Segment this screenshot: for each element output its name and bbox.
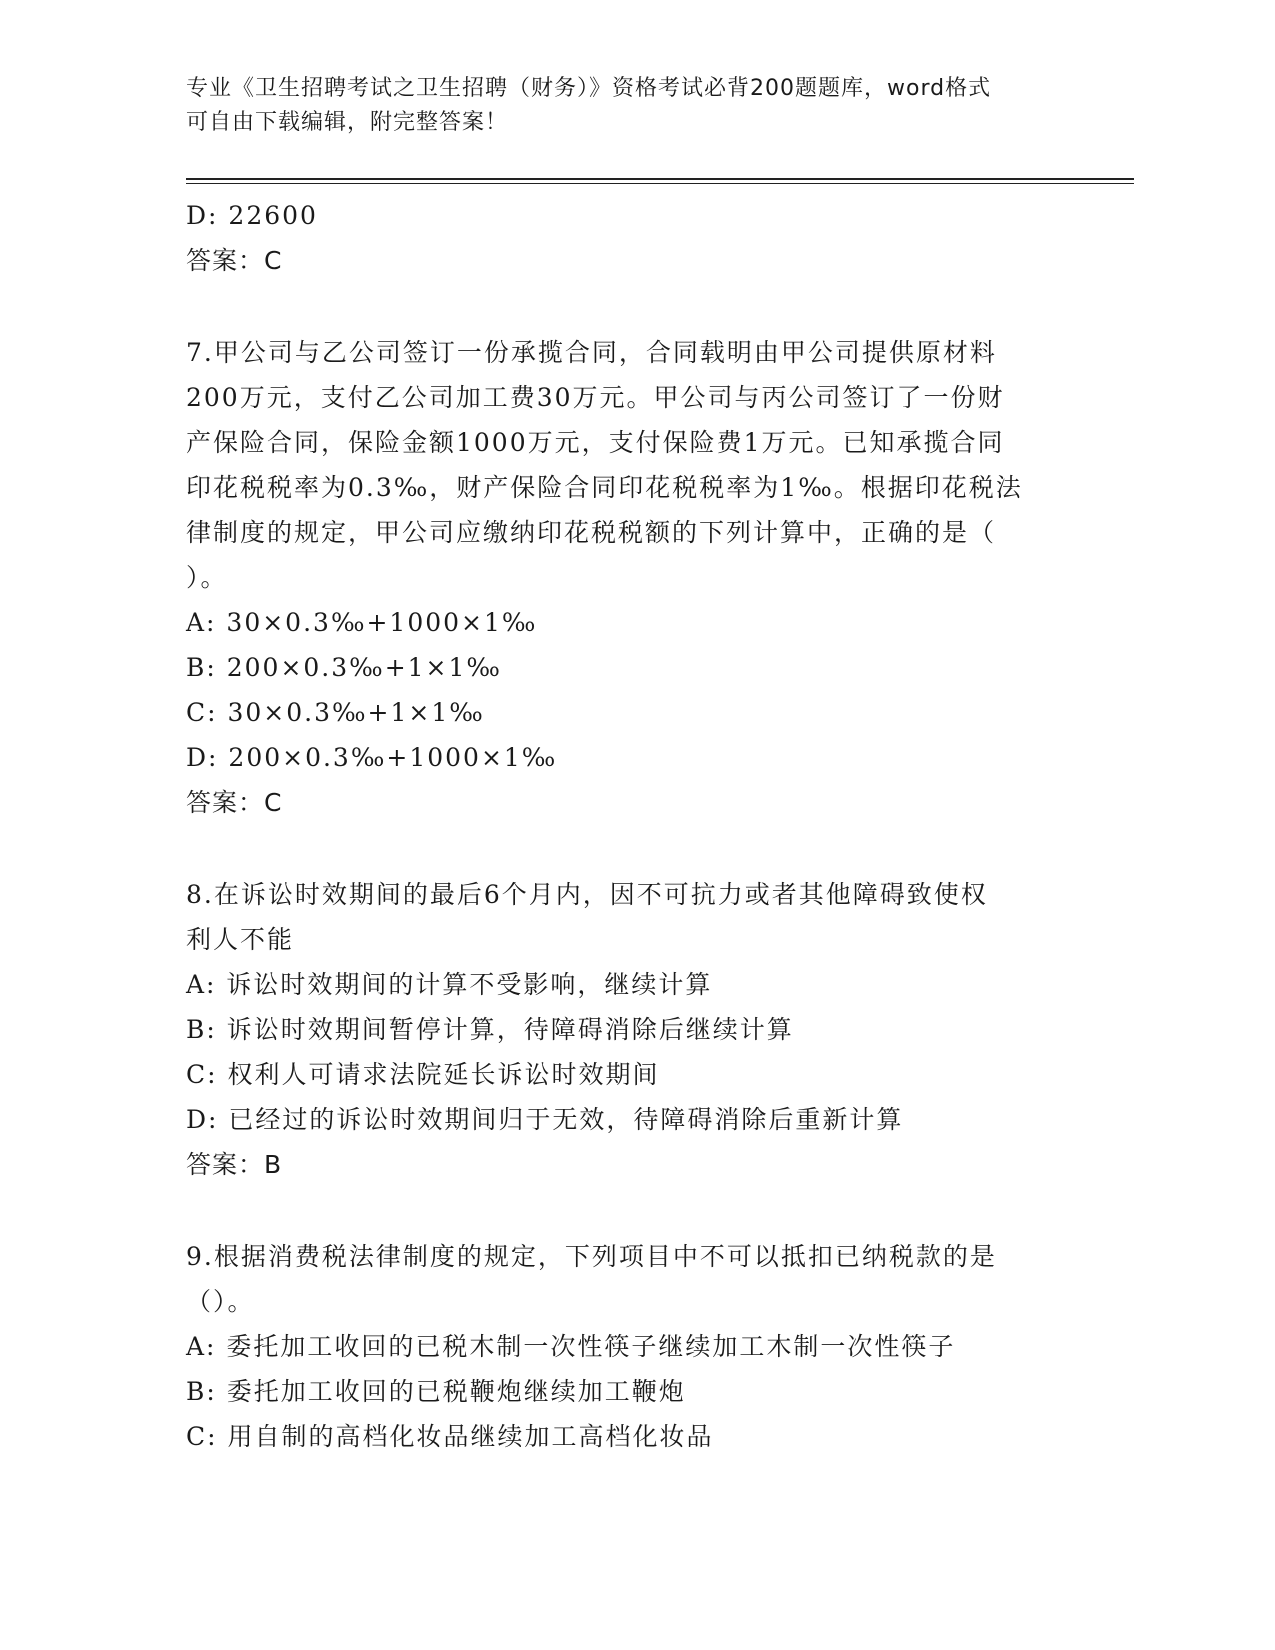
question-content	[186, 193, 1066, 1459]
q7-stem-line-5: 律制度的规定，甲公司应缴纳印花税税额的下列计算中，正确的是（	[186, 518, 997, 547]
q9-option-c: C: 用自制的高档化妆品继续加工高档化妆品	[186, 1422, 714, 1451]
prev-option-d: D: 22600	[186, 201, 318, 230]
q9-stem-line-1: 9.根据消费税法律制度的规定，下列项目中不可以抵扣已纳税款的是	[186, 1242, 997, 1271]
header-divider-thick	[186, 178, 1134, 180]
q8-stem-line-2: 利人不能	[186, 925, 295, 954]
q8-stem-line-1: 8.在诉讼时效期间的最后6个月内，因不可抗力或者其他障碍致使权	[186, 880, 988, 909]
question-9	[186, 1234, 1066, 1459]
question-7	[186, 330, 1066, 825]
q7-answer: 答案：C	[186, 788, 283, 817]
header-title-line-1: 专业《卫生招聘考试之卫生招聘（财务）》资格考试必背200题题库，word格式	[186, 76, 992, 101]
q7-stem-line-4: 印花税税率为0.3‰，财产保险合同印花税税率为1‰。根据印花税法	[186, 473, 1023, 502]
q7-stem-line-2: 200万元，支付乙公司加工费30万元。甲公司与丙公司签订了一份财	[186, 383, 1005, 412]
header-title-line-2: 可自由下载编辑，附完整答案！	[186, 110, 509, 135]
q7-option-d: D: 200×0.3‰+1000×1‰	[186, 743, 558, 772]
header-divider-thin	[186, 183, 1134, 184]
q7-option-b: B: 200×0.3‰+1×1‰	[186, 653, 502, 682]
q7-stem-line-6: ）。	[186, 563, 228, 592]
q7-stem-line-3: 产保险合同，保险金额1000万元，支付保险费1万元。已知承揽合同	[186, 428, 1005, 457]
q7-option-c: C: 30×0.3‰+1×1‰	[186, 698, 485, 727]
q8-option-a: A: 诉讼时效期间的计算不受影响，继续计算	[186, 970, 713, 999]
question-8	[186, 872, 1066, 1187]
q7-option-a: A: 30×0.3‰+1000×1‰	[186, 608, 538, 637]
q7-stem-line-1: 7.甲公司与乙公司签订一份承揽合同，合同载明由甲公司提供原材料	[186, 338, 997, 367]
q8-option-b: B: 诉讼时效期间暂停计算，待障碍消除后继续计算	[186, 1015, 794, 1044]
document-header	[186, 72, 1066, 140]
q8-option-c: C: 权利人可请求法院延长诉讼时效期间	[186, 1060, 660, 1089]
prev-answer: 答案：C	[186, 246, 283, 275]
q8-option-d: D: 已经过的诉讼时效期间归于无效，待障碍消除后重新计算	[186, 1105, 904, 1134]
q9-option-b: B: 委托加工收回的已税鞭炮继续加工鞭炮	[186, 1377, 686, 1406]
q9-stem-line-2: （）。	[186, 1287, 255, 1316]
q8-answer: 答案：B	[186, 1150, 283, 1179]
q9-option-a: A: 委托加工收回的已税木制一次性筷子继续加工木制一次性筷子	[186, 1332, 956, 1361]
